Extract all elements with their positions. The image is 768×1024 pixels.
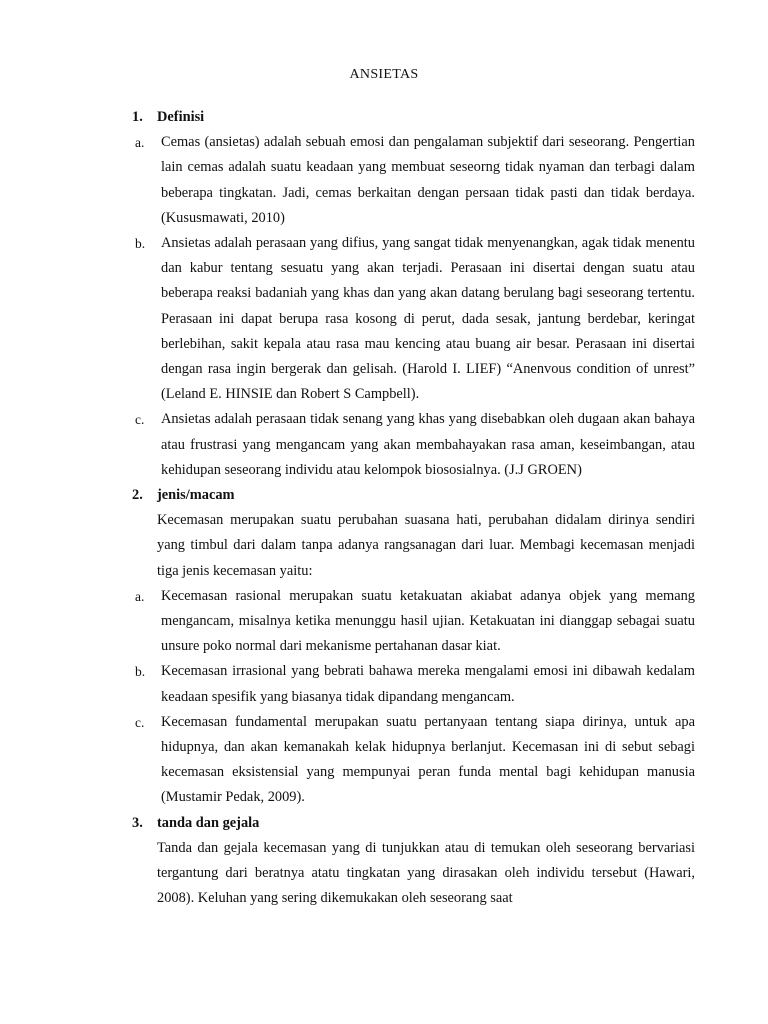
section-intro: Tanda dan gejala kecemasan yang di tunjukkan atau di temukan oleh seseorang bervariasi tergantung dari beratnya atatu tingkatan yang dirasakan oleh individu tersebut (Hawari, 2008). Keluhan yang sering dikemukakan oleh seseorang saat — [157, 839, 695, 907]
list-item-text: Ansietas adalah perasaan tidak senang yang khas yang disebabkan oleh dugaan akan bahaya atau frustrasi yang mengancam yang akan membahayakan rasa aman, keseimbangan, atau kehidupan seseorang individu atau kelompok biososialnya. (J.J GROEN) — [161, 411, 695, 478]
document-title: ANSIETAS — [349, 67, 419, 82]
list-marker: a. — [135, 588, 145, 604]
section-heading-text: jenis/macam — [157, 487, 235, 504]
section-tanda-dan-gejala — [130, 811, 695, 912]
section-number: 1. — [132, 109, 143, 125]
list-item — [130, 584, 695, 660]
list-item-text: Ansietas adalah perasaan yang difius, yang sangat tidak menyenangkan, agak tidak menentu dan kabur tentang sesuatu yang akan terjadi. Perasaan ini disertai dengan suatu atau beberapa reaksi badaniah yang khas dan yang akan datang berulang bagi seseorang tertentu. Perasaan ini dapat berupa rasa kosong di perut, dada sesak, jantung berdebar, keringat berlebihan, sakit kepala atau rasa mau kencing atau buang air besar. Perasaan ini disertai dengan rasa ingin bergerak dan gelisah. (Harold I. LIEF) “Anenvous condition of unrest” (Leland E. HINSIE dan Robert S Campbell). — [161, 235, 695, 403]
list-marker: a. — [135, 135, 145, 151]
list-item — [130, 710, 695, 811]
list-item — [130, 130, 695, 231]
list-item-text: Kecemasan rasional merupakan suatu ketakuatan akiabat adanya objek yang memang mengancam, misalnya ketika menunggu hasil ujian. Ketakuatan ini dianggap sebagai suatu unsure poko normal dari mekanisme pertahanan dasar kiat. — [161, 587, 695, 655]
list-marker: b. — [135, 236, 146, 252]
section-number: 2. — [132, 487, 143, 504]
section-intro: Kecemasan merupakan suatu perubahan suasana hati, perubahan didalam dirinya sendiri yang timbul dari dalam tanpa adanya rangsanagan dari luar. Membagi kecemasan menjadi tiga jenis kecemasan yaitu: — [157, 512, 695, 579]
section-heading-text: tanda dan gejala — [157, 814, 260, 831]
list-item — [130, 659, 695, 709]
list-item — [130, 407, 695, 483]
section-heading — [130, 105, 695, 130]
section-heading — [130, 483, 695, 508]
list-item-text: Kecemasan irrasional yang bebrati bahawa mereka mengalami emosi ini dibawah kedalam keadaan spesifik yang biasanya tidak dipandang mengancam. — [161, 663, 695, 705]
list-marker: c. — [135, 412, 145, 428]
list-item-text: Kecemasan fundamental merupakan suatu pertanyaan tentang siapa dirinya, untuk apa hidupnya, dan akan kemanakah kelak hidupnya berlanjut. Kecemasan ini di sebut sebagi kecemasan eksistensial yang mempunyai peran funda mental bagi kehidupan manusia (Mustamir Pedak, 2009). — [161, 713, 695, 806]
section-number: 3. — [132, 814, 143, 831]
section-heading — [130, 811, 695, 836]
document-body — [130, 105, 695, 912]
list-item — [130, 231, 695, 407]
section-heading-text: Definisi — [157, 109, 205, 125]
list-marker: c. — [135, 714, 145, 730]
list-item-text: Cemas (ansietas) adalah sebuah emosi dan pengalaman subjektif dari seseorang. Pengertian lain cemas adalah suatu keadaan yang membuat seseorng tidak nyaman dan terbagi dalam beberapa tingkatan. Jadi, cemas berkaitan dengan persaan tidak pasti dan tidak berdaya. (Kususmawati, 2010) — [161, 134, 695, 226]
section-definisi — [130, 105, 695, 483]
list-marker: b. — [135, 664, 146, 680]
section-jenis-macam — [130, 483, 695, 811]
